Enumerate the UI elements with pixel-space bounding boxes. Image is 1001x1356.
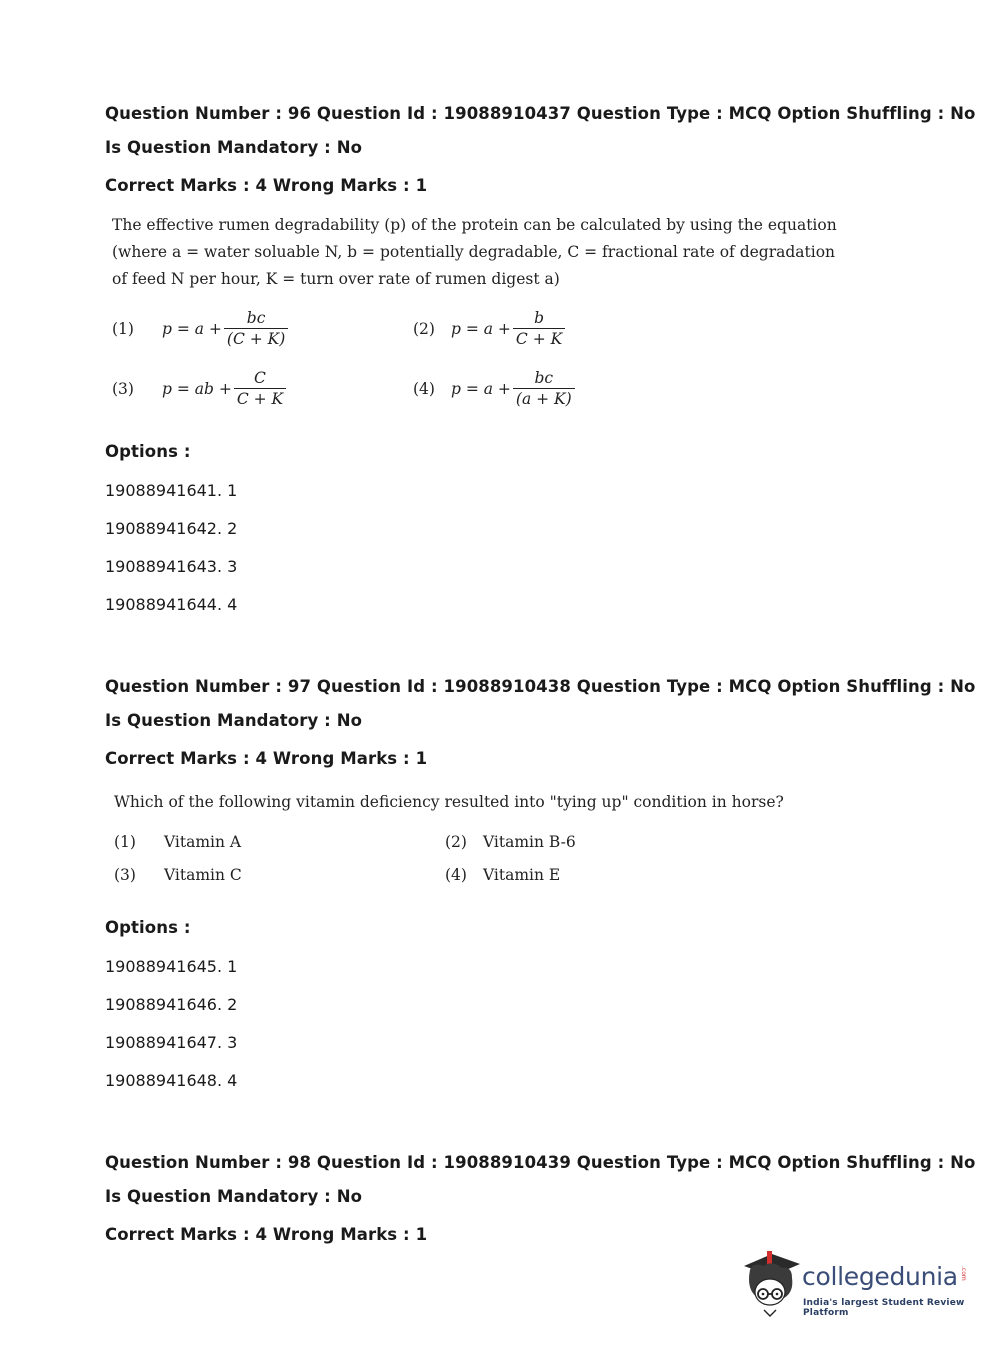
q97-question-text: Which of the following vitamin deficiency resulted into "tying up" condition in horse? (114, 793, 784, 811)
q96-question-line1: The effective rumen degradability (p) of the protein can be calculated by using the equation (112, 216, 837, 234)
q96-choice-4-denominator: (a + K) (515, 390, 572, 408)
q97-option-3: 19088941647. 3 (105, 1033, 238, 1052)
q96-choice-2-label: (2) (413, 319, 435, 338)
q97-choice-3 (114, 866, 242, 884)
q96-choice-1-denominator: (C + K) (226, 330, 286, 348)
logo-wordmark: collegedunia (802, 1262, 958, 1291)
q96-choice-1 (112, 308, 288, 349)
q96-option-2: 19088941642. 2 (105, 519, 238, 538)
q97-option-2: 19088941646. 2 (105, 995, 238, 1014)
q96-option-3: 19088941643. 3 (105, 557, 238, 576)
q96-choice-2-numerator: b (513, 308, 565, 329)
q96-choice-1-lhs: p = a + (162, 319, 222, 338)
q96-choice-1-numerator: bc (224, 308, 288, 329)
q97-choice-4 (445, 866, 560, 884)
q97-choice-2-label: (2) (445, 833, 467, 851)
q97-choice-1-text: Vitamin A (164, 833, 242, 851)
q96-question-text (112, 212, 837, 293)
q97-marks: Correct Marks : 4 Wrong Marks : 1 (105, 749, 428, 768)
q96-choice-4-fraction (513, 368, 575, 409)
q96-choice-4-numerator: bc (513, 368, 575, 389)
q96-choice-3-denominator: C + K (236, 390, 284, 408)
q96-choice-4 (413, 368, 575, 409)
q97-choice-4-label: (4) (445, 866, 467, 884)
collegedunia-logo (740, 1248, 970, 1320)
q96-choice-3 (112, 368, 286, 409)
q97-option-1: 19088941645. 1 (105, 957, 238, 976)
q96-choice-2-denominator: C + K (515, 330, 563, 348)
q98-header: Question Number : 98 Question Id : 19088910439 Question Type : MCQ Option Shuffling : No (105, 1153, 976, 1172)
q97-options-title: Options : (105, 918, 191, 937)
q97-choice-3-text: Vitamin C (164, 866, 242, 884)
q96-choice-3-label: (3) (112, 379, 134, 398)
q96-marks: Correct Marks : 4 Wrong Marks : 1 (105, 176, 428, 195)
q96-mandatory: Is Question Mandatory : No (105, 138, 363, 157)
q96-choice-1-label: (1) (112, 319, 134, 338)
q97-choice-3-label: (3) (114, 866, 136, 884)
q98-marks: Correct Marks : 4 Wrong Marks : 1 (105, 1225, 428, 1244)
q96-choice-3-fraction (234, 368, 286, 409)
q97-choice-4-text: Vitamin E (483, 866, 561, 884)
q96-question-line2: (where a = water soluable N, b = potentially degradable, C = fractional rate of degradation (112, 243, 836, 261)
q97-option-4: 19088941648. 4 (105, 1071, 238, 1090)
q96-options-title: Options : (105, 442, 191, 461)
logo-tagline: India's largest Student Review Platform (803, 1298, 965, 1318)
q96-choice-1-fraction (224, 308, 288, 349)
q96-choice-2-fraction (513, 308, 565, 349)
logo-suffix: .com (960, 1266, 967, 1281)
q97-mandatory: Is Question Mandatory : No (105, 711, 363, 730)
q96-header: Question Number : 96 Question Id : 19088910437 Question Type : MCQ Option Shuffling : No (105, 104, 976, 123)
q97-choice-2 (445, 833, 576, 851)
q96-choice-4-lhs: p = a + (451, 379, 511, 398)
q97-choice-2-text: Vitamin B-6 (483, 833, 576, 851)
q96-choice-3-lhs: p = ab + (162, 379, 232, 398)
q96-choice-4-label: (4) (413, 379, 435, 398)
q96-option-1: 19088941641. 1 (105, 481, 238, 500)
q96-choice-2-lhs: p = a + (451, 319, 511, 338)
q97-choice-1 (114, 833, 241, 851)
q96-choice-2 (413, 308, 565, 349)
q97-choice-1-label: (1) (114, 833, 136, 851)
q96-option-4: 19088941644. 4 (105, 595, 238, 614)
q98-mandatory: Is Question Mandatory : No (105, 1187, 363, 1206)
q96-question-line3: of feed N per hour, K = turn over rate of rumen digest a) (112, 270, 560, 288)
mascot-icon (740, 1248, 802, 1318)
q96-choice-3-numerator: C (234, 368, 286, 389)
q97-header: Question Number : 97 Question Id : 19088910438 Question Type : MCQ Option Shuffling : No (105, 677, 976, 696)
